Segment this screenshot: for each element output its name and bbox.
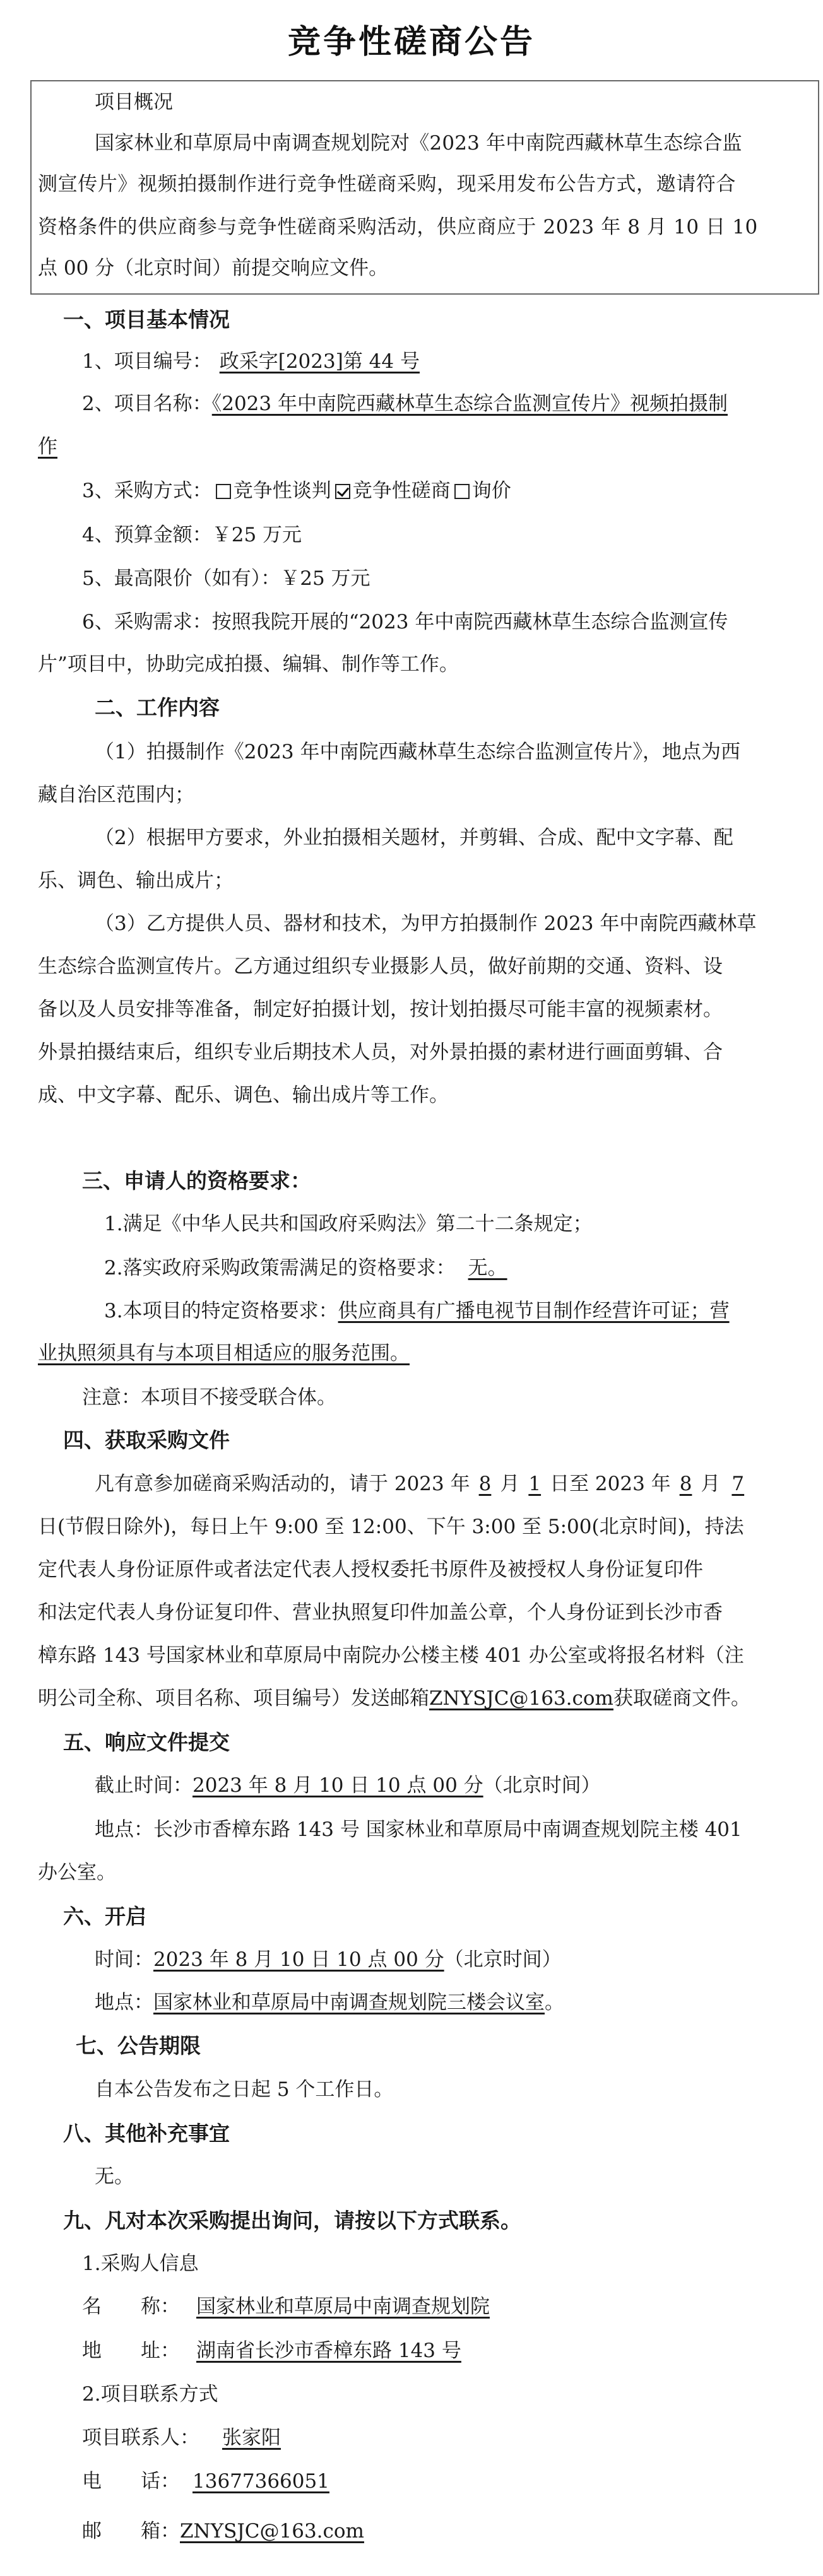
s9-name bbox=[82, 2294, 502, 2319]
s9-sub-2: 2.项目联系方式 bbox=[82, 2383, 218, 2406]
s3-item-3 bbox=[104, 1298, 730, 1324]
s3-note: 注意：本项目不接受联合体。 bbox=[82, 1386, 336, 1409]
contact-person-value: 张家阳 bbox=[222, 2426, 281, 2449]
section-9-heading: 九、凡对本次采购提出询问，请按以下方式联系。 bbox=[63, 2208, 521, 2233]
option-consultation: 竞争性磋商 bbox=[352, 479, 451, 502]
overview-heading: 项目概况 bbox=[95, 91, 173, 114]
s9-email bbox=[82, 2519, 364, 2544]
section-3-heading: 三、申请人的资格要求： bbox=[82, 1168, 311, 1193]
option-negotiation: 竞争性谈判 bbox=[233, 479, 331, 502]
section-7-heading: 七、公告期限 bbox=[76, 2033, 201, 2058]
s4-line-6 bbox=[38, 1686, 750, 1711]
s4-line-6-text: 明公司全称、项目名称、项目编号）发送邮箱 bbox=[38, 1687, 429, 1710]
s5-place-line-1: 地点：长沙市香樟东路 143 号 国家林业和草原局中南调查规划院主楼 401 bbox=[95, 1818, 742, 1841]
contact-person-label: 项目联系人： bbox=[82, 2426, 199, 2449]
s5-place-line-2: 办公室。 bbox=[38, 1861, 116, 1884]
s2-line-6: 生态综合监测宣传片。乙方通过组织专业摄影人员，做好前期的交通、资料、设 bbox=[38, 955, 723, 978]
s1-item-1-value: 政采字[2023]第 44 号 bbox=[219, 350, 420, 373]
s4-line-3: 定代表人身份证原件或者法定代表人授权委托书原件及被授权人身份证复印件 bbox=[38, 1558, 703, 1581]
s3-item-3-value: 供应商具有广播电视节目制作经营许可证；营 bbox=[338, 1300, 730, 1322]
section-2-heading: 二、工作内容 bbox=[95, 695, 220, 720]
s3-item-3-label: 3.本项目的特定资格要求： bbox=[104, 1300, 338, 1322]
s2-line-2: 藏自治区范围内； bbox=[38, 784, 194, 806]
s4-line-1 bbox=[95, 1471, 755, 1497]
section-6-heading: 六、开启 bbox=[63, 1904, 146, 1929]
month-label: 月 bbox=[500, 1473, 520, 1495]
deadline-value: 2023 年 8 月 10 日 10 点 00 分 bbox=[192, 1774, 483, 1797]
purchaser-address-value: 湖南省长沙市香樟东路 143 号 bbox=[196, 2339, 461, 2362]
end-day: 7 bbox=[731, 1473, 745, 1495]
overview-line-3: 资格条件的供应商参与竞争性磋商采购活动，供应商应于 2023 年 8 月 10 日 10 bbox=[38, 216, 758, 238]
s1-item-2 bbox=[82, 391, 728, 416]
s2-line-9: 成、中文字幕、配乐、调色、输出成片等工作。 bbox=[38, 1084, 449, 1107]
start-month: 8 bbox=[478, 1473, 492, 1495]
s1-item-6-line-2: 片”项目中，协助完成拍摄、编辑、制作等工作。 bbox=[38, 653, 459, 676]
s8-text: 无。 bbox=[95, 2165, 134, 2188]
s4-line-1-mid: 日至 2023 年 bbox=[550, 1473, 671, 1495]
s1-item-6-line-1: 6、采购需求：按照我院开展的“2023 年中南院西藏林草生态综合监测宣传 bbox=[82, 611, 728, 633]
s9-phone bbox=[82, 2469, 342, 2494]
purchaser-name-value: 国家林业和草原局中南调查规划院 bbox=[196, 2295, 490, 2318]
s5-deadline bbox=[95, 1773, 601, 1798]
s9-sub-1: 1.采购人信息 bbox=[82, 2252, 199, 2275]
s1-item-2-label: 2、项目名称： bbox=[82, 392, 212, 415]
s4-line-4: 和法定代表人身份证复印件、营业执照复印件加盖公章，个人身份证到长沙市香 bbox=[38, 1601, 723, 1624]
s1-item-2-value-cont: 作 bbox=[38, 435, 57, 458]
page-title: 竞争性磋商公告 bbox=[287, 23, 535, 61]
s9-contact bbox=[82, 2425, 331, 2450]
open-place-suffix: 。 bbox=[545, 1991, 564, 2014]
s4-line-1-text: 凡有意参加磋商采购活动的，请于 2023 年 bbox=[95, 1473, 470, 1495]
option-inquiry: 询价 bbox=[471, 479, 511, 502]
email-value[interactable]: ZNYSJC@163.com bbox=[180, 2520, 364, 2543]
purchaser-name-label: 名 称： bbox=[82, 2295, 180, 2318]
overview-line-2: 测宣传片》视频拍摄制作进行竞争性磋商采购，现采用发布公告方式，邀请符合 bbox=[38, 173, 736, 196]
open-time-value: 2023 年 8 月 10 日 10 点 00 分 bbox=[153, 1948, 444, 1971]
s2-line-3: （2）根据甲方要求，外业拍摄相关题材，并剪辑、合成、配中文字幕、配 bbox=[95, 826, 733, 849]
section-4-heading: 四、获取采购文件 bbox=[63, 1428, 230, 1452]
month-label-2: 月 bbox=[701, 1473, 721, 1495]
s1-item-5: 5、最高限价（如有）：￥25 万元 bbox=[82, 567, 370, 590]
phone-label: 电 话： bbox=[82, 2470, 180, 2493]
open-time-label: 时间： bbox=[95, 1948, 153, 1971]
email-link[interactable]: ZNYSJC@163.com bbox=[429, 1687, 613, 1710]
end-month: 8 bbox=[679, 1473, 692, 1495]
s4-line-6-end: 获取磋商文件。 bbox=[613, 1687, 750, 1710]
deadline-label: 截止时间： bbox=[95, 1774, 192, 1797]
s9-address bbox=[82, 2338, 478, 2363]
section-5-heading: 五、响应文件提交 bbox=[63, 1730, 230, 1755]
checkbox-consultation-checked bbox=[335, 484, 350, 499]
deadline-suffix: （北京时间） bbox=[483, 1774, 601, 1797]
open-place-label: 地点： bbox=[95, 1991, 153, 2014]
s2-line-5: （3）乙方提供人员、器材和技术，为甲方拍摄制作 2023 年中南院西藏林草 bbox=[95, 912, 757, 935]
section-8-heading: 八、其他补充事宜 bbox=[63, 2121, 230, 2146]
overview-line-4: 点 00 分（北京时间）前提交响应文件。 bbox=[38, 257, 389, 279]
purchaser-address-label: 地 址： bbox=[82, 2339, 180, 2362]
s1-item-4: 4、预算金额：￥25 万元 bbox=[82, 524, 302, 546]
open-time-suffix: （北京时间） bbox=[444, 1948, 562, 1971]
open-place-value: 国家林业和草原局中南调查规划院三楼会议室 bbox=[153, 1991, 545, 2014]
s3-item-1: 1.满足《中华人民共和国政府采购法》第二十二条规定； bbox=[104, 1213, 593, 1235]
s3-item-2 bbox=[104, 1256, 520, 1281]
s6-time bbox=[95, 1947, 562, 1972]
phone-value: 13677366051 bbox=[192, 2470, 329, 2493]
section-1-heading: 一、项目基本情况 bbox=[63, 307, 230, 332]
email-label: 邮 箱： bbox=[82, 2520, 180, 2543]
checkbox-inquiry bbox=[454, 484, 470, 499]
s3-item-3-value-cont: 业执照须具有与本项目相适应的服务范围。 bbox=[38, 1342, 410, 1365]
s4-line-5: 樟东路 143 号国家林业和草原局中南院办公楼主楼 401 办公室或将报名材料（注 bbox=[38, 1644, 744, 1667]
s2-line-8: 外景拍摄结束后，组织专业后期技术人员，对外景拍摄的素材进行画面剪辑、合 bbox=[38, 1041, 723, 1064]
s7-text: 自本公告发布之日起 5 个工作日。 bbox=[95, 2078, 394, 2101]
s1-item-2-value: 《2023 年中南院西藏林草生态综合监测宣传片》视频拍摄制 bbox=[211, 392, 728, 415]
s2-line-1: （1）拍摄制作《2023 年中南院西藏林草生态综合监测宣传片》，地点为西 bbox=[95, 741, 740, 763]
s4-line-2: 日(节假日除外)，每日上午 9:00 至 12:00、下午 3:00 至 5:00(北京时间)，持法 bbox=[38, 1515, 744, 1538]
start-day: 1 bbox=[528, 1473, 542, 1495]
checkbox-negotiation bbox=[216, 484, 231, 499]
s1-item-1-label: 1、项目编号： bbox=[82, 350, 212, 373]
s1-item-3-label: 3、采购方式： bbox=[82, 479, 212, 502]
s2-line-4: 乐、调色、输出成片； bbox=[38, 869, 234, 892]
overview-line-1: 国家林业和草原局中南调查规划院对《2023 年中南院西藏林草生态综合监 bbox=[95, 132, 742, 155]
s6-place bbox=[95, 1990, 564, 2015]
s3-item-2-label: 2.落实政府采购政策需满足的资格要求： bbox=[104, 1257, 456, 1279]
s3-item-2-value: 无。 bbox=[468, 1257, 507, 1279]
s2-line-7: 备以及人员安排等准备，制定好拍摄计划，按计划拍摄尽可能丰富的视频素材。 bbox=[38, 998, 723, 1021]
s1-item-3 bbox=[82, 478, 511, 503]
s1-item-1 bbox=[82, 349, 427, 374]
